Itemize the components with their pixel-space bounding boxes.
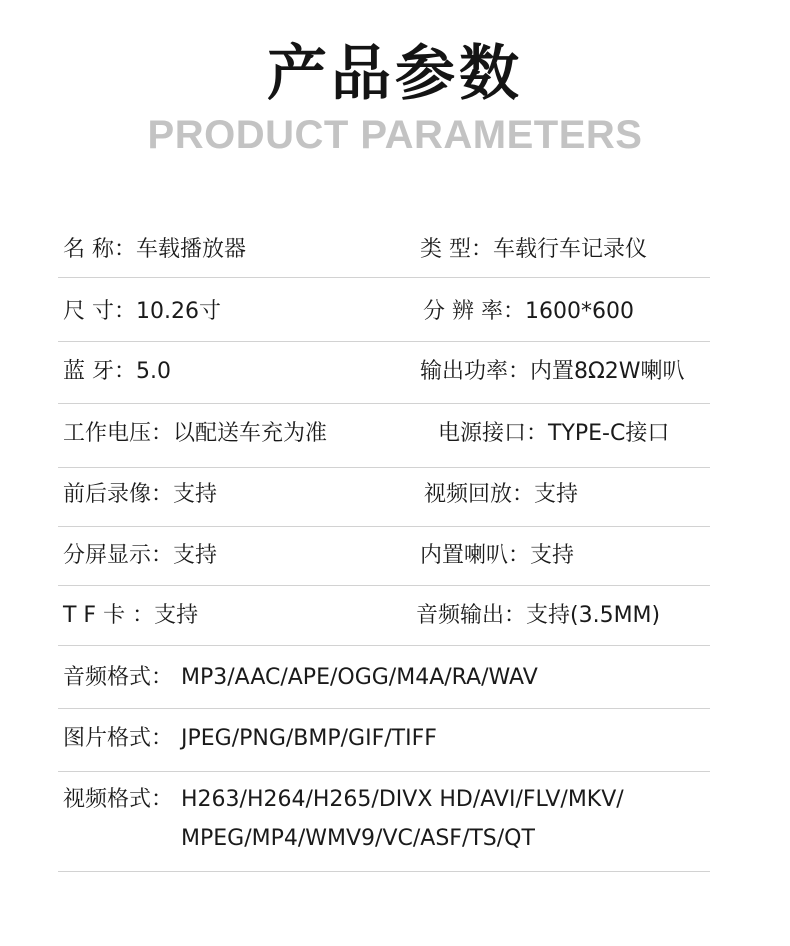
spec-audio-output: 音频输出：支持(3.5MM) [416,603,661,628]
page-title: 产品参数 [267,39,523,109]
spec-tf-card: T F 卡 ：支持 [63,603,199,628]
spec-bluetooth: 蓝 牙：5.0 [63,359,171,384]
spec-type: 类 型：车载行车记录仪 [420,237,647,262]
divider [58,341,710,342]
spec-row-video-formats [58,781,710,861]
spec-row [58,298,710,326]
spec-row [58,420,710,448]
video-formats [63,781,624,819]
spec-resolution: 分 辨 率：1600*600 [423,299,634,324]
spec-row [58,358,710,386]
spec-row [58,481,710,509]
spec-row [58,542,710,570]
audio-formats-label: 音频格式： [63,665,174,690]
spec-size: 尺 寸：10.26寸 [63,299,221,324]
spec-voltage: 工作电压：以配送车充为准 [63,421,328,446]
audio-formats [63,659,538,697]
image-formats [63,720,437,758]
video-formats-value-line2: MPEG/MP4/WMV9/VC/ASF/TS/QT [181,826,535,851]
spec-row-image-formats [58,720,710,758]
divider [58,771,710,772]
divider [58,871,710,872]
spec-speaker: 内置喇叭：支持 [420,543,575,568]
spec-recording: 前后录像：支持 [63,482,218,507]
spec-split-screen: 分屏显示：支持 [63,543,218,568]
spec-playback: 视频回放：支持 [424,482,579,507]
image-formats-value: JPEG/PNG/BMP/GIF/TIFF [181,726,437,751]
page-subtitle: PRODUCT PARAMETERS [147,113,643,157]
video-formats-value-line1: H263/H264/H265/DIVX HD/AVI/FLV/MKV/ [181,787,624,812]
spec-output-power: 输出功率：内置8Ω2W喇叭 [420,359,685,384]
image-formats-label: 图片格式： [63,726,174,751]
spec-power-port: 电源接口：TYPE-C接口 [438,421,670,446]
spec-row-audio-formats [58,659,710,697]
spec-row [58,236,710,264]
spec-row [58,602,710,630]
divider [58,585,710,586]
divider [58,403,710,404]
audio-formats-value: MP3/AAC/APE/OGG/M4A/RA/WAV [181,665,538,690]
spec-name: 名 称：车载播放器 [63,237,246,262]
divider [58,277,710,278]
divider [58,467,710,468]
divider [58,645,710,646]
divider [58,526,710,527]
video-formats-label: 视频格式： [63,787,174,812]
divider [58,708,710,709]
